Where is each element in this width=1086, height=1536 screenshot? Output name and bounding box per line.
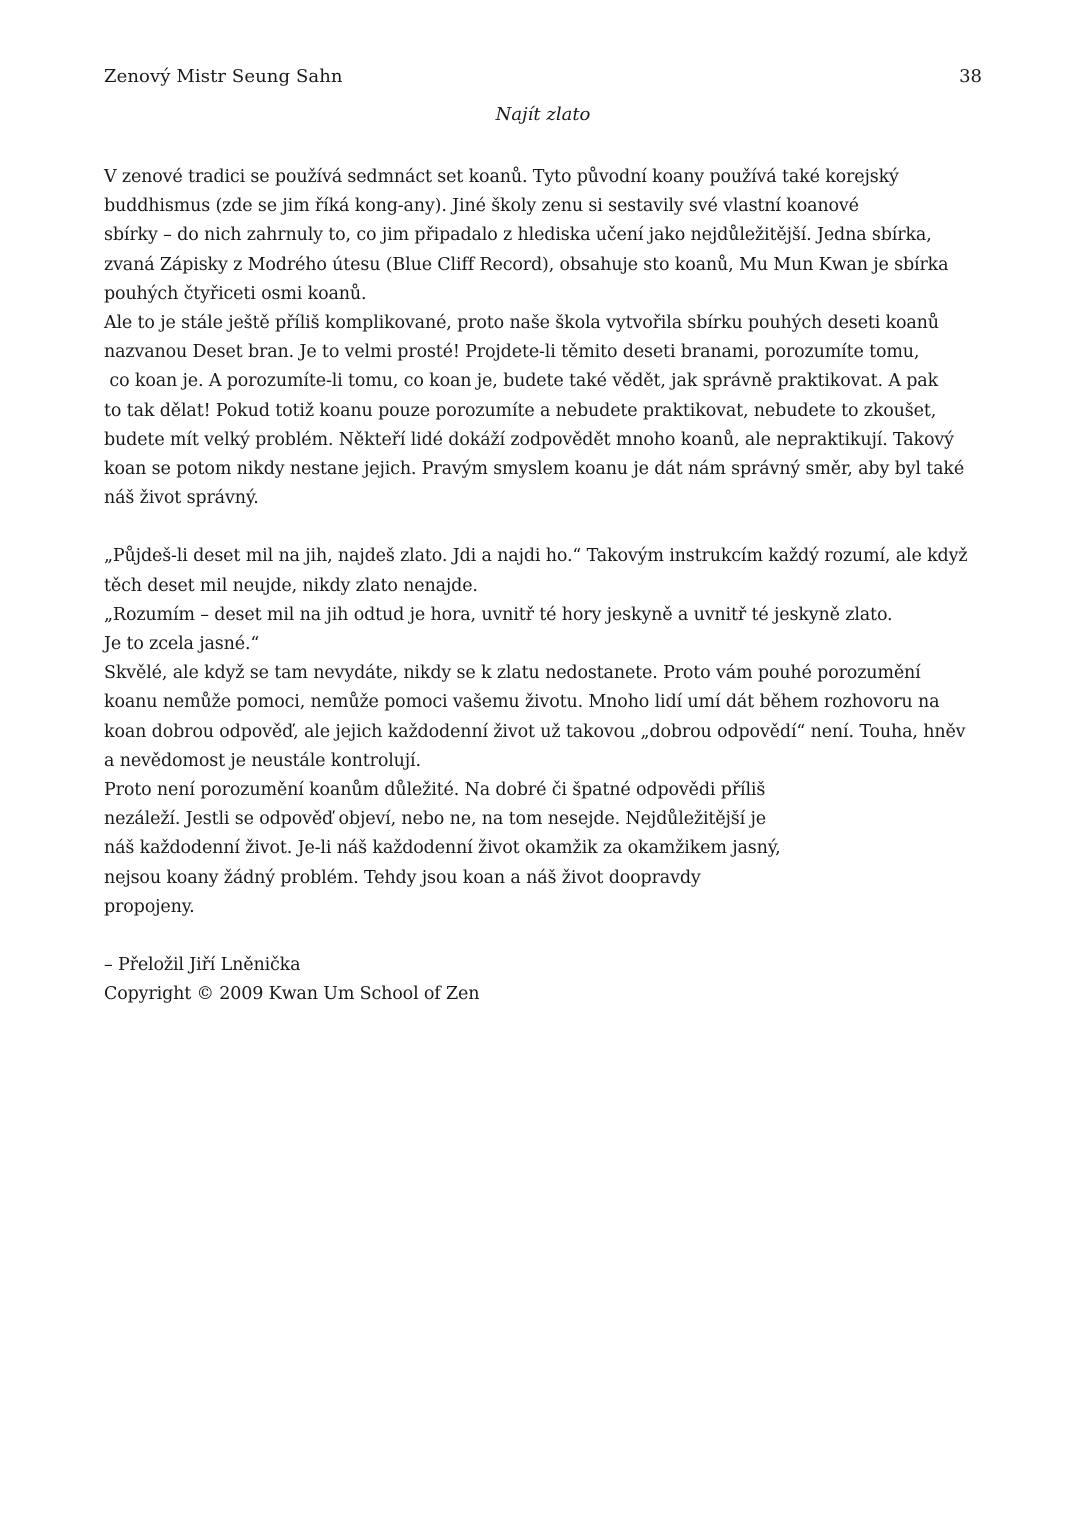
- text-line: nazvanou Deset bran. Je to velmi prosté! Projdete-li těmito deseti branami, porozumíte tomu,: [104, 342, 920, 363]
- copyright-line: Copyright © 2009 Kwan Um School of Zen: [104, 984, 480, 1005]
- text-line: náš každodenní život. Je-li náš každodenní život okamžik za okamžikem jasný,: [104, 838, 781, 859]
- translator-credits: [104, 951, 984, 1009]
- paragraph-gap: [104, 513, 984, 542]
- text-line: buddhismus (zde se jim říká kong-any). Jiné školy zenu si sestavily své vlastní koanové: [104, 196, 859, 217]
- body-text: [104, 163, 984, 1009]
- text-line: Skvělé, ale když se tam nevydáte, nikdy se k zlatu nedostanete. Proto vám pouhé porozumění: [104, 663, 921, 684]
- paragraph-gold: [104, 542, 984, 921]
- paragraph-intro: [104, 163, 984, 513]
- running-title: Zenový Mistr Seung Sahn: [104, 66, 343, 87]
- text-line: těch deset mil neujde, nikdy zlato nenajde.: [104, 575, 478, 596]
- text-line: V zenové tradici se používá sedmnáct set koanů. Tyto původní koany používá také korejský: [104, 167, 899, 187]
- text-line: koanu nemůže pomoci, nemůže pomoci vašemu životu. Mnoho lidí umí dát během rozhovoru na: [104, 692, 940, 713]
- text-line: Proto není porozumění koanům důležité. Na dobré či špatné odpovědi příliš: [104, 779, 766, 800]
- text-line: propojeny.: [104, 896, 195, 917]
- text-line: sbírky – do nich zahrnuly to, co jim připadalo z hlediska učení jako nejdůležitější. Jedna sbírka,: [104, 225, 932, 246]
- text-line: Je to zcela jasné.“: [104, 634, 260, 654]
- text-line: koan se potom nikdy nestane jejich. Pravým smyslem koanu je dát nám správný směr, aby byl také: [104, 458, 965, 479]
- text-line: „Půjdeš-li deset mil na jih, najdeš zlato. Jdi a najdi ho.“ Takovým instrukcím každý rozumí, ale když: [104, 546, 968, 567]
- text-line: pouhých čtyřiceti osmi koanů.: [104, 283, 367, 304]
- paragraph-gap: [104, 922, 984, 951]
- chapter-title: Najít zlato: [495, 104, 591, 125]
- text-line: co koan je. A porozumíte-li tomu, co koan je, budete také vědět, jak správně praktikovat. A pak: [104, 371, 939, 392]
- text-line: koan dobrou odpověď, ale jejich každodenní život už takovou „dobrou odpovědí“ není. Touha, hněv: [104, 721, 966, 742]
- text-line: náš život správný.: [104, 488, 259, 509]
- text-line: nejsou koany žádný problém. Tehdy jsou koan a náš život doopravdy: [104, 867, 701, 888]
- text-line: a nevědomost je neustále kontrolují.: [104, 750, 421, 771]
- text-line: to tak dělat! Pokud totiž koanu pouze porozumíte a nebudete praktikovat, nebudete to zkoušet,: [104, 400, 937, 421]
- page-number: 38: [959, 66, 982, 87]
- translator-line: – Přeložil Jiří Lněnička: [104, 955, 301, 976]
- text-line: Ale to je stále ještě příliš komplikované, proto naše škola vytvořila sbírku pouhých deseti koanů: [104, 312, 939, 333]
- text-line: nezáleží. Jestli se odpověď objeví, nebo ne, na tom nesejde. Nejdůležitější je: [104, 809, 766, 830]
- text-line: zvaná Zápisky z Modrého útesu (Blue Cliff Record), obsahuje sto koanů, Mu Mun Kwan je sbírka: [104, 254, 949, 275]
- text-line: „Rozumím – deset mil na jih odtud je hora, uvnitř té hory jeskyně a uvnitř té jeskyně zlato.: [104, 604, 893, 625]
- text-line: budete mít velký problém. Někteří lidé dokáží zodpovědět mnoho koanů, ale nepraktikují. Takový: [104, 429, 954, 450]
